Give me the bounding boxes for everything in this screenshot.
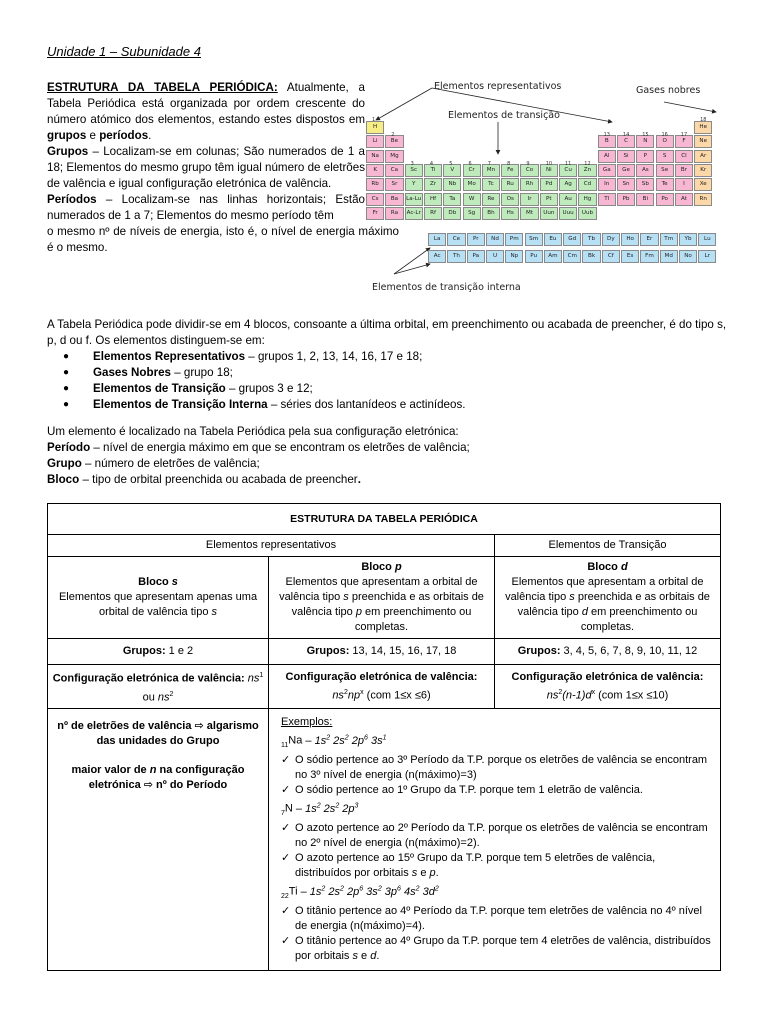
element-cell: Hs	[501, 207, 519, 220]
element-cell: Fe	[501, 164, 519, 177]
element-cell: Sn	[617, 178, 635, 191]
group-number: 10	[545, 160, 553, 167]
element-cell: Uun	[540, 207, 558, 220]
config-d-cell: Configuração eletrónica de valência: $ns^2(n-1)d^x$ (com 1≤x ≤10)	[495, 665, 721, 709]
lanthanide-cell: Yb	[679, 233, 697, 246]
element-cell: Ge	[617, 164, 635, 177]
element-cell: Zr	[424, 178, 442, 191]
element-cell: Tl	[598, 193, 616, 206]
callout-transicao-interna: Elementos de transição interna	[372, 282, 521, 293]
element-cell: Sr	[385, 178, 403, 191]
header-representativos: Elementos representativos	[48, 535, 495, 557]
element-cell: V	[443, 164, 461, 177]
example-n-formula: $_7N - 1s^2$ $2s^2$ $2p^3$	[281, 802, 359, 817]
element-cell: B	[598, 135, 616, 148]
rules-cell: nº de eletrões de valência ⇨ algarismo das unidades do Grupo maior valor de n na configuração eletrónica ⇨ nº do Período	[48, 709, 269, 971]
lanthanide-cell: Dy	[602, 233, 620, 246]
periodic-table-figure	[364, 78, 734, 300]
example-ti-1: ✓ O titânio pertence ao 4º Período da T.P. porque tem eletrões de valência no 4º nível de energia (n(máximo)=4).	[281, 904, 702, 932]
group-number: 17	[680, 132, 688, 139]
actinide-cell: Cm	[563, 250, 581, 263]
list-item: ● Elementos de Transição – grupos 3 e 12;	[67, 381, 727, 397]
unit-title: Unidade 1 – Subunidade 4	[47, 44, 201, 59]
element-cell: Rf	[424, 207, 442, 220]
locate-section	[47, 424, 727, 488]
element-cell: Sg	[463, 207, 481, 220]
element-cell: Na	[366, 150, 384, 163]
intro-paragraph: ESTRUTURA DA TABELA PERIÓDICA: Atualmente, a Tabela Periódica está organizada por ordem crescente do número atómico dos elementos, estando estes dispostos em grupos e períodos.	[47, 81, 366, 142]
lanthanide-cell: Ho	[621, 233, 639, 246]
group-number: 7	[487, 160, 491, 167]
example-ti-formula: $_{22}Ti - 1s^2$ $2s^2$ $2p^6$ $3s^2$ $3p^6$ $4s^2$ $3d^2$	[281, 885, 439, 900]
element-cell: Uub	[578, 207, 596, 220]
example-n-2: ✓ O azoto pertence ao 15º Grupo da T.P. porque tem 5 eletrões de valência, distribuídos por orbitais s e p.	[281, 852, 656, 879]
element-cell: Ne	[694, 135, 712, 148]
element-cell: Se	[656, 164, 674, 177]
group-number: 5	[449, 160, 453, 167]
element-cell: Uuu	[559, 207, 577, 220]
header-transicao: Elementos de Transição	[495, 535, 721, 557]
example-na-1: ✓ O sódio pertence ao 3º Período da T.P. porque os eletrões de valência se encontram no 3º nível de energia (n(máximo)=3)	[281, 754, 708, 782]
blocks-list	[47, 349, 727, 413]
element-cell: Cr	[463, 164, 481, 177]
element-cell: Ti	[424, 164, 442, 177]
example-na-formula: $_{11}Na - 1s^2$ $2s^2$ $2p^6$ $3s^1$	[281, 734, 387, 750]
lanthanide-cell: Pr	[467, 233, 485, 246]
blocks-intro: A Tabela Periódica pode dividir-se em 4 blocos, consoante a última orbital, em preenchimento ou acabada de preencher, é do tipo s, p, d ou f. Os elementos distinguem-se em:	[47, 318, 727, 347]
element-cell: Ru	[501, 178, 519, 191]
element-cell: Bh	[482, 207, 500, 220]
element-cell: Ir	[520, 193, 538, 206]
group-number: 3	[410, 160, 414, 167]
element-cell: Bi	[636, 193, 654, 206]
element-cell: Re	[482, 193, 500, 206]
element-cell: Sb	[636, 178, 654, 191]
grupos-s-cell: Grupos: 1 e 2	[48, 639, 269, 665]
element-cell: Hg	[578, 193, 596, 206]
element-cell: Ba	[385, 193, 403, 206]
lanthanide-cell: Ce	[447, 233, 465, 246]
example-n-1: ✓ O azoto pertence ao 2º Período da T.P. porque os eletrões de valência se encontram no 2º nível de energia (n(máximo)=2).	[281, 822, 708, 849]
group-number: 4	[429, 160, 434, 167]
element-cell: H	[366, 121, 384, 134]
element-cell: Si	[617, 150, 635, 163]
element-cell: Cs	[366, 193, 384, 206]
group-number: 15	[642, 132, 649, 139]
element-cell: Db	[443, 207, 461, 220]
actinide-cell: Np	[505, 250, 523, 263]
element-cell: Ca	[385, 164, 403, 177]
element-cell: W	[463, 193, 481, 206]
locate-intro: Um elemento é localizado na Tabela Periódica pela sua configuração eletrónica:	[47, 425, 459, 438]
element-cell: K	[366, 164, 384, 177]
lanthanide-cell: La	[428, 233, 446, 246]
callout-gases-nobres: Gases nobres	[636, 85, 701, 96]
actinide-cell: Pu	[525, 250, 543, 263]
actinide-cell: U	[486, 250, 504, 263]
element-cell: O	[656, 135, 674, 148]
callout-transicao: Elementos de transição	[448, 110, 560, 121]
element-cell: I	[675, 178, 693, 191]
config-p-cell: Configuração eletrónica de valência: $ns^2np^x$ (com 1≤x ≤6)	[269, 665, 495, 709]
element-cell: Br	[675, 164, 693, 177]
actinide-cell: Pa	[467, 250, 485, 263]
table-caption: ESTRUTURA DA TABELA PERIÓDICA	[48, 504, 721, 535]
bloco-p-cell: Bloco p Elementos que apresentam a orbital de valência tipo s preenchida e as orbitais de valência tipo p em preenchimento ou completas.	[269, 557, 495, 639]
periodos-definition: Períodos – Localizam-se nas linhas horizontais; Estão numerados de 1 a 7; Elementos do mesmo período têm	[47, 193, 365, 222]
example-na-2: ✓ O sódio pertence ao 1º Grupo da T.P. porque tem 1 eletrão de valência.	[281, 784, 643, 797]
lanthanide-cell: Eu	[544, 233, 562, 246]
element-cell: As	[636, 164, 654, 177]
element-cell: Os	[501, 193, 519, 206]
actinide-cell: Ac	[428, 250, 446, 263]
lanthanide-cell: Nd	[486, 233, 504, 246]
element-cell: Kr	[694, 164, 712, 177]
element-cell: Cl	[675, 150, 693, 163]
list-item: ● Gases Nobres – grupo 18;	[67, 365, 727, 381]
element-cell: Sc	[405, 164, 423, 177]
locate-periodo: Período – nível de energia máximo em que se encontram os eletrões de valência;	[47, 441, 470, 454]
list-item: ● Elementos de Transição Interna – séries dos lantanídeos e actinídeos.	[67, 397, 727, 413]
element-cell: Po	[656, 193, 674, 206]
lanthanide-cell: Tm	[660, 233, 678, 246]
blocks-section	[47, 317, 727, 413]
element-cell: Co	[520, 164, 538, 177]
grupos-p-cell: Grupos: 13, 14, 15, 16, 17, 18	[269, 639, 495, 665]
group-number: 9	[526, 160, 530, 167]
element-cell: At	[675, 193, 693, 206]
group-number: 8	[507, 160, 511, 167]
grupos-definition: Grupos – Localizam-se em colunas; São numerados de 1 a 18; Elementos do mesmo grupo têm igual número de eletrões de valência e igual configuração eletrónica de valência.	[47, 145, 365, 190]
element-cell: Ac-Lr	[405, 207, 423, 220]
periodos-definition-cont: o mesmo nº de níveis de energia, isto é, o nível de energia máximo é o mesmo.	[47, 225, 399, 254]
element-cell: Hf	[424, 193, 442, 206]
element-cell: P	[636, 150, 654, 163]
element-cell: C	[617, 135, 635, 148]
actinide-cell: Md	[660, 250, 678, 263]
callout-representativos: Elementos representativos	[434, 81, 562, 92]
element-cell: Fr	[366, 207, 384, 220]
examples-title: Exemplos:	[281, 716, 333, 729]
element-cell: Zn	[578, 164, 596, 177]
element-cell: Rh	[520, 178, 538, 191]
config-s-cell: Configuração eletrónica de valência: $ns^1$ ou $ns^2$	[48, 665, 269, 709]
actinide-cell: Th	[447, 250, 465, 263]
section-heading: ESTRUTURA DA TABELA PERIÓDICA:	[47, 81, 278, 94]
actinide-cell: Fm	[640, 250, 658, 263]
lanthanide-cell: Gd	[563, 233, 581, 246]
lanthanide-cell: Tb	[582, 233, 600, 246]
group-number: 1	[372, 117, 376, 123]
element-cell: Cd	[578, 178, 596, 191]
element-cell: Tc	[482, 178, 500, 191]
group-number: 12	[584, 160, 591, 167]
element-cell: Cu	[559, 164, 577, 177]
element-cell: Pb	[617, 193, 635, 206]
element-cell: Mg	[385, 150, 403, 163]
element-cell: Nb	[443, 178, 461, 191]
lanthanide-cell: Er	[640, 233, 658, 246]
element-cell: Mn	[482, 164, 500, 177]
lanthanide-cell: Lu	[698, 233, 716, 246]
bloco-d-cell: Bloco d Elementos que apresentam a orbital de valência tipo s preenchida e as orbitais de valência tipo d em preenchimento ou completas.	[495, 557, 721, 639]
group-number: 14	[622, 132, 630, 139]
element-cell: He	[694, 121, 712, 134]
bloco-s-cell: Bloco s Elementos que apresentam apenas uma orbital de valência tipo s	[48, 557, 269, 639]
group-number: 6	[468, 160, 472, 167]
element-cell: Ta	[443, 193, 461, 206]
group-number: 13	[603, 132, 610, 139]
element-cell: Rn	[694, 193, 712, 206]
element-cell: Ar	[694, 150, 712, 163]
element-cell: Rb	[366, 178, 384, 191]
structure-table	[47, 503, 721, 971]
element-cell: Be	[385, 135, 403, 148]
element-cell: Ni	[540, 164, 558, 177]
element-cell: Xe	[694, 178, 712, 191]
element-cell: La-Lu	[405, 193, 423, 206]
locate-bloco: Bloco – tipo de orbital preenchida ou acabada de preencher.	[47, 473, 361, 486]
actinide-cell: Am	[544, 250, 562, 263]
element-cell: Li	[366, 135, 384, 148]
element-cell: Al	[598, 150, 616, 163]
element-cell: Ga	[598, 164, 616, 177]
element-cell: Mt	[520, 207, 538, 220]
list-item: ● Elementos Representativos – grupos 1, 2, 13, 14, 16, 17 e 18;	[67, 349, 727, 365]
element-cell: Au	[559, 193, 577, 206]
group-number: 11	[565, 160, 572, 167]
element-cell: N	[636, 135, 654, 148]
element-cell: Mo	[463, 178, 481, 191]
actinide-cell: Cf	[602, 250, 620, 263]
element-cell: Pd	[540, 178, 558, 191]
group-number: 18	[700, 117, 707, 123]
actinide-cell: Es	[621, 250, 639, 263]
element-cell: F	[675, 135, 693, 148]
element-cell: Ag	[559, 178, 577, 191]
element-cell: In	[598, 178, 616, 191]
element-cell: Ra	[385, 207, 403, 220]
example-ti-2: ✓ O titânio pertence ao 4º Grupo da T.P. porque tem 4 eletrões de valência, distribuídos por orbitais s e d.	[281, 934, 711, 962]
lanthanide-cell: Pm	[505, 233, 523, 246]
group-number: 2	[391, 132, 395, 139]
lanthanide-cell: Sm	[525, 233, 543, 246]
element-cell: Y	[405, 178, 423, 191]
actinide-cell: No	[679, 250, 697, 263]
actinide-cell: Lr	[698, 250, 716, 263]
element-cell: Te	[656, 178, 674, 191]
actinide-cell: Bk	[582, 250, 600, 263]
element-cell: S	[656, 150, 674, 163]
locate-grupo: Grupo – número de eletrões de valência;	[47, 457, 260, 470]
group-number: 16	[661, 132, 668, 139]
element-cell: Pt	[540, 193, 558, 206]
grupos-d-cell: Grupos: 3, 4, 5, 6, 7, 8, 9, 10, 11, 12	[495, 639, 721, 665]
examples-cell	[269, 709, 721, 971]
